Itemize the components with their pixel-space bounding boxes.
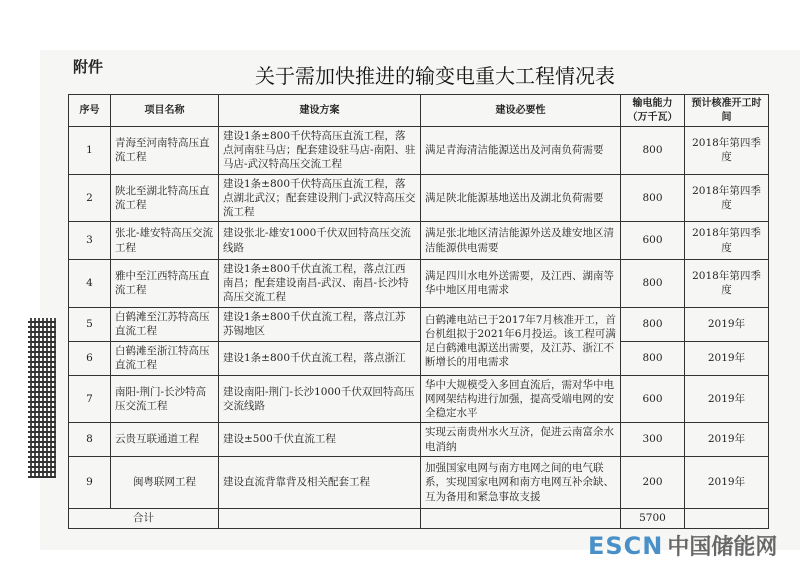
col-header-capacity: 输电能力（万千瓦） xyxy=(621,95,685,127)
row-need: 加强国家电网与南方电网之间的电气联系，实现国家电网和南方电网互补余缺、互为备用和紧急事故支援 xyxy=(421,457,621,509)
row-plan: 建设1条±800千伏直流工程，落点浙江 xyxy=(219,341,421,375)
row-no: 7 xyxy=(69,375,111,423)
row-plan: 建设南阳-荆门-长沙1000千伏双回特高压交流线路 xyxy=(219,375,421,423)
row-no: 1 xyxy=(69,127,111,175)
row-capacity: 800 xyxy=(621,260,685,308)
row-name: 陕北至湖北特高压直流工程 xyxy=(111,174,219,222)
row-capacity: 800 xyxy=(621,174,685,222)
row-need: 白鹤滩电站已于2017年7月核准开工，首台机组拟于2021年6月投运。该工程可满足白鹤滩电源送出需要，及江苏、浙江不断增长的用电需求 xyxy=(421,307,621,375)
row-capacity: 300 xyxy=(621,423,685,457)
row-time: 2018年第四季度 xyxy=(685,174,769,222)
col-header-no: 序号 xyxy=(69,95,111,127)
table-row xyxy=(69,457,769,509)
table-row xyxy=(69,375,769,423)
total-capacity: 5700 xyxy=(621,509,685,529)
row-capacity: 200 xyxy=(621,457,685,509)
row-time: 2018年第四季度 xyxy=(685,260,769,308)
row-no: 8 xyxy=(69,423,111,457)
total-label: 合计 xyxy=(69,509,219,529)
row-need: 满足张北地区清洁能源外送及雄安地区清洁能源供电需要 xyxy=(421,222,621,260)
row-time: 2019年 xyxy=(685,457,769,509)
row-no: 4 xyxy=(69,260,111,308)
table-total-row xyxy=(69,509,769,529)
row-no: 3 xyxy=(69,222,111,260)
table-row xyxy=(69,174,769,222)
row-name: 张北-雄安特高压交流工程 xyxy=(111,222,219,260)
row-capacity: 800 xyxy=(621,127,685,175)
row-name: 白鹤滩至浙江特高压直流工程 xyxy=(111,341,219,375)
table-row xyxy=(69,307,769,341)
row-need: 满足陕北能源基地送出及湖北负荷需要 xyxy=(421,174,621,222)
total-need-empty xyxy=(421,509,621,529)
row-need: 满足青海清洁能源送出及河南负荷需要 xyxy=(421,127,621,175)
table-row xyxy=(69,127,769,175)
col-header-need: 建设必要性 xyxy=(421,95,621,127)
row-name: 闽粤联网工程 xyxy=(111,457,219,509)
row-time: 2018年第四季度 xyxy=(685,127,769,175)
barcode-stamp xyxy=(28,318,56,478)
document-title: 关于需加快推进的输变电重大工程情况表 xyxy=(255,64,615,88)
row-name: 青海至河南特高压直流工程 xyxy=(111,127,219,175)
col-header-name: 项目名称 xyxy=(111,95,219,127)
row-time: 2018年第四季度 xyxy=(685,222,769,260)
row-plan: 建设张北-雄安1000千伏双回特高压交流线路 xyxy=(219,222,421,260)
row-no: 9 xyxy=(69,457,111,509)
row-plan: 建设1条±800千伏直流工程，落点江西南昌；配套建设南昌-武汉、南昌-长沙特高压交流工程 xyxy=(219,260,421,308)
total-time-empty xyxy=(685,509,769,529)
table-header-row xyxy=(69,95,769,127)
row-capacity: 600 xyxy=(621,375,685,423)
table-row xyxy=(69,260,769,308)
row-capacity: 800 xyxy=(621,341,685,375)
logo-brand-cn: 中国储能网 xyxy=(667,535,778,560)
col-header-plan: 建设方案 xyxy=(219,95,421,127)
table-row xyxy=(69,341,769,375)
row-capacity: 600 xyxy=(621,222,685,260)
row-plan: 建设直流背靠背及相关配套工程 xyxy=(219,457,421,509)
row-no: 5 xyxy=(69,307,111,341)
row-no: 6 xyxy=(69,341,111,375)
col-header-time: 预计核准开工时间 xyxy=(685,95,769,127)
table-row xyxy=(69,423,769,457)
row-capacity: 800 xyxy=(621,307,685,341)
table-row xyxy=(69,222,769,260)
row-plan: 建设1条±800千伏特高压直流工程，落点湖北武汉；配套建设荆门-武汉特高压交流工程 xyxy=(219,174,421,222)
row-no: 2 xyxy=(69,174,111,222)
attachment-label: 附件 xyxy=(73,58,104,76)
row-plan: 建设1条±800千伏直流工程，落点江苏苏锡地区 xyxy=(219,307,421,341)
row-name: 南阳-荆门-长沙特高压交流工程 xyxy=(111,375,219,423)
row-plan: 建设1条±800千伏特高压直流工程，落点河南驻马店；配套建设驻马店-南阳、驻马店-武汉特高压交流工程 xyxy=(219,127,421,175)
row-name: 雅中至江西特高压直流工程 xyxy=(111,260,219,308)
row-time: 2019年 xyxy=(685,423,769,457)
project-table xyxy=(68,94,769,529)
row-need: 实现云南贵州水火互济，促进云南富余水电消纳 xyxy=(421,423,621,457)
logo-brand: ESCN xyxy=(588,532,664,560)
row-need: 华中大规模受入多回直流后，需对华中电网网架结构进行加强，提高受端电网的安全稳定水平 xyxy=(421,375,621,423)
row-time: 2019年 xyxy=(685,375,769,423)
escn-logo xyxy=(588,530,777,561)
row-time: 2019年 xyxy=(685,341,769,375)
total-plan-empty xyxy=(219,509,421,529)
row-time: 2019年 xyxy=(685,307,769,341)
row-plan: 建设±500千伏直流工程 xyxy=(219,423,421,457)
row-need: 满足四川水电外送需要，及江西、湖南等华中地区用电需求 xyxy=(421,260,621,308)
row-name: 白鹤滩至江苏特高压直流工程 xyxy=(111,307,219,341)
row-name: 云贵互联通道工程 xyxy=(111,423,219,457)
